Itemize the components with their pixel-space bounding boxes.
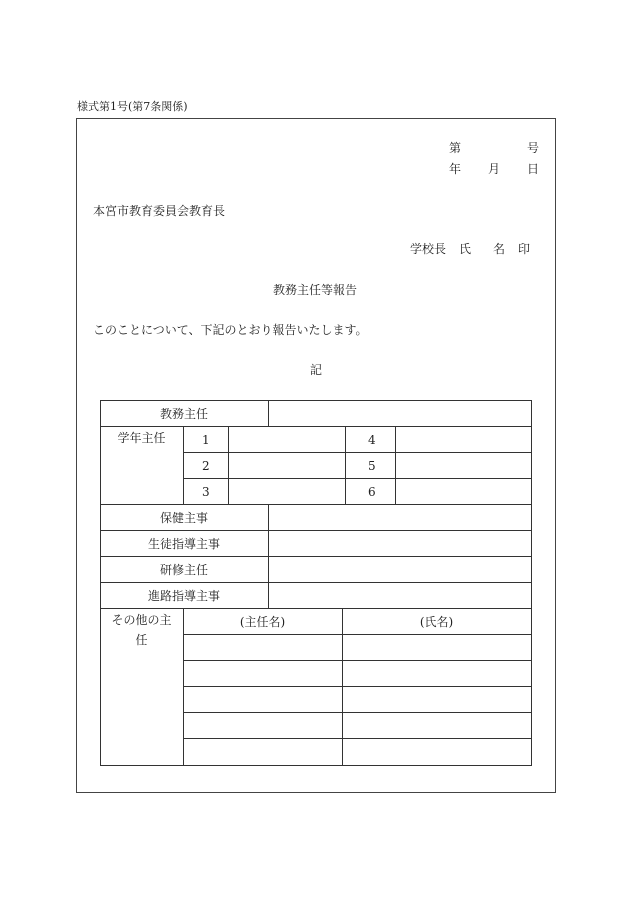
col-name-header: (氏名) xyxy=(419,615,454,629)
row-kenshu-label: 研修主任 xyxy=(159,563,208,577)
signer-title: 学校長 xyxy=(410,242,447,256)
report-title: 教務主任等報告 xyxy=(273,283,358,297)
signer-name-1: 氏 xyxy=(459,242,472,256)
grade-3: 3 xyxy=(202,485,210,499)
row-other-label-2: 任 xyxy=(135,633,148,647)
number-suffix: 号 xyxy=(527,141,540,155)
col-role-header: (主任名) xyxy=(239,615,286,629)
grade-6: 6 xyxy=(368,485,376,499)
row-kyomu-label: 教務主任 xyxy=(159,407,208,421)
grade-4: 4 xyxy=(368,433,376,447)
ki-label: 記 xyxy=(310,363,323,377)
addressee: 本宮市教育委員会教育長 xyxy=(93,204,226,218)
grade-5: 5 xyxy=(368,459,376,473)
date-year: 年 xyxy=(449,162,462,176)
form-label: 様式第1号(第7条関係) xyxy=(77,100,188,113)
row-other-label-1: その他の主 xyxy=(111,613,172,627)
signer-name-2: 名 xyxy=(493,242,506,256)
number-prefix: 第 xyxy=(449,141,462,155)
row-shinro-label: 進路指導主事 xyxy=(147,589,220,603)
seal-mark: 印 xyxy=(518,242,531,256)
date-day: 日 xyxy=(527,162,540,176)
grade-1: 1 xyxy=(202,433,210,447)
date-month: 月 xyxy=(488,162,501,176)
row-seito-label: 生徒指導主事 xyxy=(147,537,220,551)
row-gakunen-label: 学年主任 xyxy=(117,431,166,445)
row-hoken-label: 保健主事 xyxy=(159,511,208,525)
intro-text: このことについて、下記のとおり報告いたします。 xyxy=(93,323,368,337)
grade-2: 2 xyxy=(202,459,210,473)
